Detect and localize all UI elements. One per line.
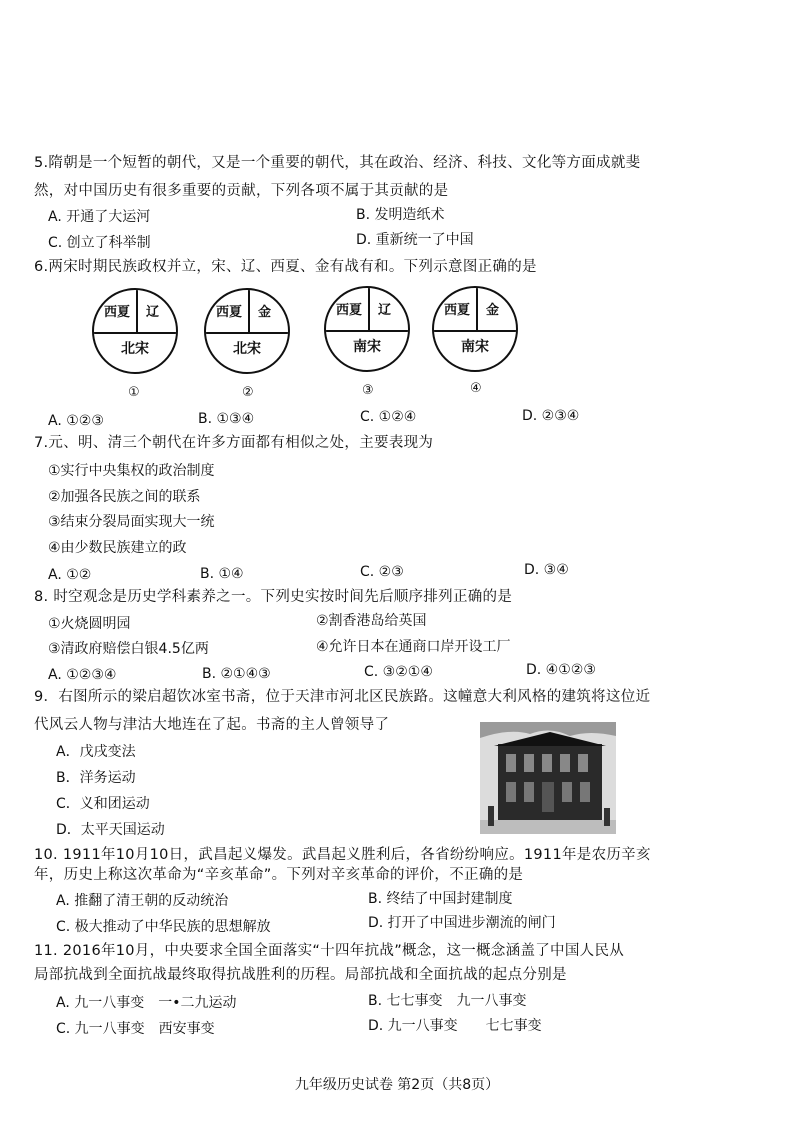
q8-item-3: ③清政府赔偿白银4.5亿两 [48, 641, 209, 657]
q7-item-3: ③结束分裂局面实现大一统 [48, 514, 215, 530]
q5-stem-line1: 5.隋朝是一个短暂的朝代，又是一个重要的朝代，其在政治、经济、科技、文化等方面成就斐 [34, 155, 641, 171]
q5-stem-line2: 然，对中国历史有很多重要的贡献，下列各项不属于其贡献的是 [34, 183, 449, 199]
q6-option-a: A. ①②③ [48, 413, 104, 429]
q9-stem-line1: 9．右图所示的梁启超饮冰室书斋，位于天津市河北区民族路。这幢意大利风格的建筑将这位近 [34, 689, 651, 705]
q7-stem: 7.元、明、清三个朝代在许多方面都有相似之处，主要表现为 [34, 435, 434, 451]
q9-stem-line2: 代风云人物与津沽大地连在了起。书斋的主人曾领导了 [34, 717, 390, 733]
q8-option-d: D. ④①②③ [526, 662, 596, 678]
q6-option-d: D. ②③④ [522, 408, 580, 424]
q5-option-c: C. 创立了科举制 [48, 235, 151, 251]
q9-option-a: A．戊戌变法 [56, 744, 136, 760]
q8-option-c: C. ③②①④ [364, 664, 433, 680]
q6-option-c: C. ①②④ [360, 409, 417, 425]
diagram-2-top-right: 金 [258, 305, 272, 320]
q11-option-a: A. 九一八事变 一•二九运动 [56, 995, 237, 1011]
q10-option-d: D. 打开了中国进步潮流的闸门 [368, 915, 556, 931]
diagram-4-top-left: 西夏 [444, 303, 471, 318]
q5-option-a: A. 开通了大运河 [48, 209, 151, 225]
q9-option-c: C．义和团运动 [56, 796, 150, 812]
q10-stem-line1: 10. 1911年10月10日，武昌起义爆发。武昌起义胜利后，各省纷纷响应。1911年是农历辛亥 [34, 847, 651, 863]
q10-option-b: B. 终结了中国封建制度 [368, 891, 513, 907]
q7-option-a: A. ①② [48, 567, 92, 583]
q7-option-c: C. ②③ [360, 564, 404, 580]
q8-option-a: A. ①②③④ [48, 667, 117, 683]
diagram-3-top-right: 辽 [378, 303, 392, 318]
q7-item-4: ④由少数民族建立的政 [48, 540, 187, 556]
q8-stem: 8. 时空观念是历史学科素养之一。下列史实按时间先后顺序排列正确的是 [34, 589, 513, 605]
q5-option-d: D. 重新统一了中国 [356, 232, 474, 248]
q10-option-c: C. 极大推动了中华民族的思想解放 [56, 919, 271, 935]
q5-option-b: B. 发明造纸术 [356, 207, 445, 223]
q6-option-b: B. ①③④ [198, 411, 255, 427]
diagram-1-bottom: 北宋 [121, 341, 149, 357]
q8-item-2: ②割香港岛给英国 [316, 613, 427, 629]
diagram-2-bottom: 北宋 [233, 341, 261, 357]
q9-option-d: D．太平天国运动 [56, 822, 165, 838]
diagram-1-top-left: 西夏 [104, 305, 131, 320]
diagram-4-top-right: 金 [486, 303, 500, 318]
q11-option-b: B. 七七事变 九一八事变 [368, 993, 527, 1009]
q8-option-b: B. ②①④③ [202, 666, 271, 682]
diagram-3 [324, 286, 410, 372]
diagram-2-top-left: 西夏 [216, 305, 243, 320]
page-footer: 九年级历史试卷 第2页（共8页） [294, 1077, 500, 1093]
q11-option-d: D. 九一八事变 七七事变 [368, 1018, 542, 1034]
q7-option-b: B. ①④ [200, 566, 244, 582]
diagram-1-number: ① [128, 385, 140, 400]
q10-stem-line2: 年，历史上称这次革命为“辛亥革命”。下列对辛亥革命的评价，不正确的是 [34, 867, 524, 883]
q7-item-1: ①实行中央集权的政治制度 [48, 463, 215, 479]
building-photo [480, 722, 616, 834]
diagram-3-top-left: 西夏 [336, 303, 363, 318]
diagram-1 [92, 288, 178, 374]
q11-stem-line2: 局部抗战到全面抗战最终取得抗战胜利的历程。局部抗战和全面抗战的起点分别是 [34, 967, 567, 983]
q8-item-1: ①火烧圆明园 [48, 616, 131, 632]
diagram-4-bottom: 南宋 [461, 339, 489, 355]
q6-stem: 6.两宋时期民族政权并立，宋、辽、西夏、金有战有和。下列示意图正确的是 [34, 259, 537, 275]
study-building-image [480, 722, 616, 834]
q7-item-2: ②加强各民族之间的联系 [48, 489, 201, 505]
q11-option-c: C. 九一八事变 西安事变 [56, 1021, 215, 1037]
diagram-4 [432, 286, 518, 372]
diagram-2-number: ② [242, 385, 254, 400]
diagram-4-number: ④ [470, 381, 482, 396]
q10-option-a: A. 推翻了清王朝的反动统治 [56, 893, 229, 909]
diagram-3-bottom: 南宋 [353, 339, 381, 355]
q7-option-d: D. ③④ [524, 562, 569, 578]
q11-stem-line1: 11. 2016年10月，中央要求全国全面落实“十四年抗战”概念，这一概念涵盖了中国人民从 [34, 943, 625, 959]
q9-option-b: B．洋务运动 [56, 770, 136, 786]
diagram-1-top-right: 辽 [146, 305, 160, 320]
q8-item-4: ④允许日本在通商口岸开设工厂 [316, 639, 511, 655]
diagram-3-number: ③ [362, 383, 374, 398]
diagram-2 [204, 288, 290, 374]
